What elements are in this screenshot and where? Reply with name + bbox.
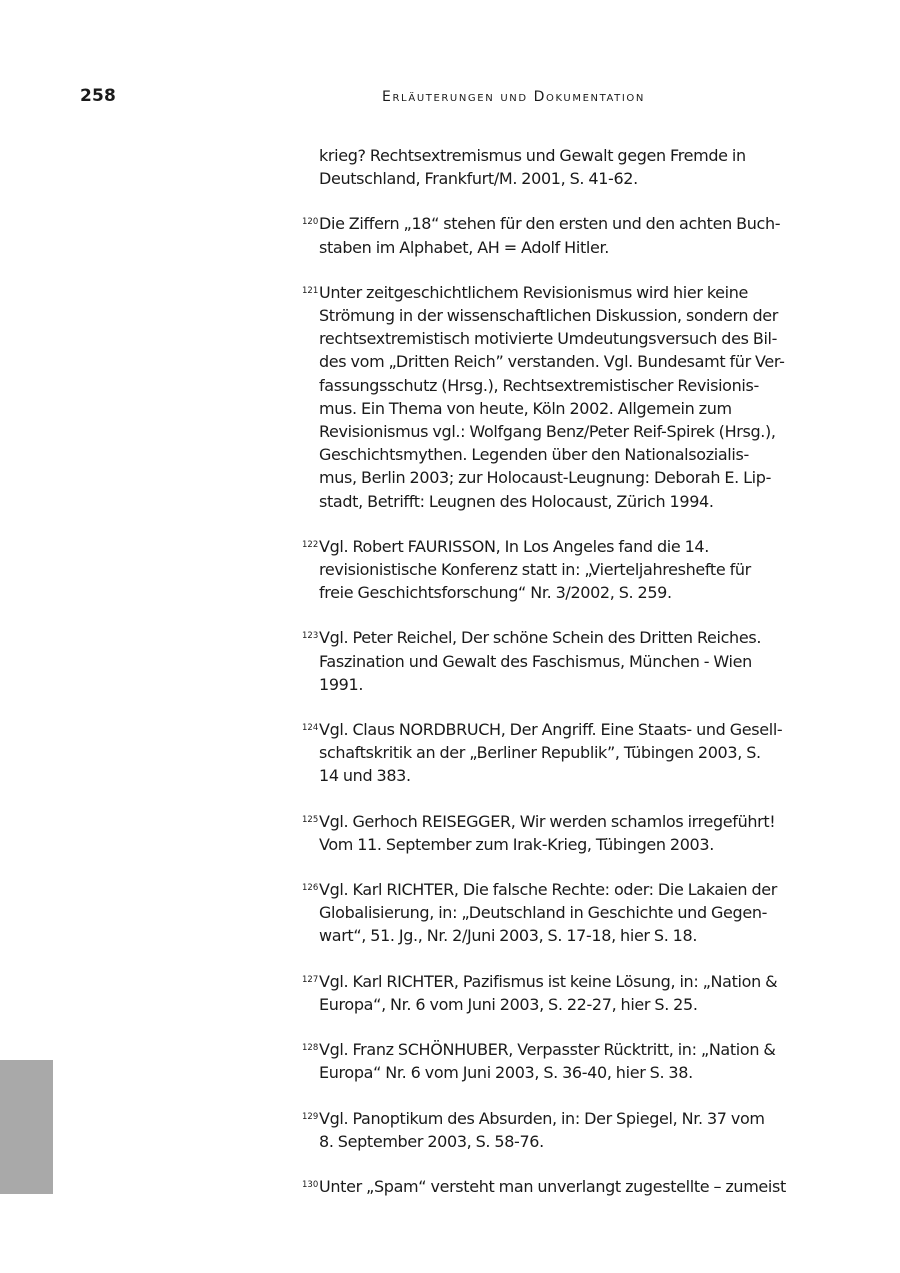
footnote <box>302 1107 824 1153</box>
footnote <box>302 878 824 948</box>
thumb-index-tab <box>0 1060 53 1194</box>
footnote-line: Europa“ Nr. 6 vom Juni 2003, S. 36-40, hier S. 38. <box>319 1063 693 1083</box>
footnote-line: fassungsschutz (Hrsg.), Rechtsextremistischer Revisionis- <box>319 375 759 395</box>
footnote-line: Deutschland, Frankfurt/M. 2001, S. 41-62. <box>319 169 638 189</box>
page-number: 258 <box>80 86 117 106</box>
footnote-number: 124 <box>302 723 319 734</box>
footnote-line: Vgl. Robert FAURISSON, In Los Angeles fand die 14. <box>319 536 710 556</box>
footnote-number: 129 <box>302 1111 319 1122</box>
footnote-line: staben im Alphabet, AH = Adolf Hitler. <box>319 237 609 257</box>
footnote-line: Unter zeitgeschichtlichem Revisionismus wird hier keine <box>319 282 749 302</box>
footnote-line: stadt, Betrifft: Leugnen des Holocaust, Zürich 1994. <box>319 491 714 511</box>
footnote-line: Vgl. Franz SCHÖNHUBER, Verpasster Rücktritt, in: „Nation & <box>319 1040 776 1060</box>
footnote-line: Vgl. Panoptikum des Absurden, in: Der Spiegel, Nr. 37 vom <box>319 1108 765 1128</box>
footnote-line: 8. September 2003, S. 58-76. <box>319 1131 544 1151</box>
footnote-line: Globalisierung, in: „Deutschland in Geschichte und Gegen- <box>319 903 768 923</box>
footnote-line: Unter „Spam“ versteht man unverlangt zugestellte – zumeist <box>319 1176 786 1196</box>
footnote-line: Europa“, Nr. 6 vom Juni 2003, S. 22-27, hier S. 25. <box>319 994 698 1014</box>
footnote-number: 128 <box>302 1043 319 1054</box>
footnote-number: 126 <box>302 883 319 894</box>
footnote <box>302 718 824 788</box>
footnote-line: wart“, 51. Jg., Nr. 2/Juni 2003, S. 17-18, hier S. 18. <box>319 926 698 946</box>
footnote-line: 14 und 383. <box>319 766 411 786</box>
footnote-line: Geschichtsmythen. Legenden über den Nationalsozialis- <box>319 445 749 465</box>
footnote <box>302 212 824 258</box>
footnote-number: 121 <box>302 285 319 296</box>
footnote-line: des vom „Dritten Reich” verstanden. Vgl. Bundesamt für Ver- <box>319 352 785 372</box>
footnote-number: 127 <box>302 974 319 985</box>
footnote-line: revisionistische Konferenz statt in: „Vierteljahreshefte für <box>319 560 751 580</box>
footnote-number: 120 <box>302 217 319 228</box>
footnote-line: krieg? Rechtsextremismus und Gewalt gegen Fremde in <box>319 146 746 165</box>
footnote <box>302 1038 824 1084</box>
footnote-line: Faszination und Gewalt des Faschismus, München - Wien <box>319 651 752 671</box>
footnote-number: 123 <box>302 631 319 642</box>
footnote-line: Die Ziffern „18“ stehen für den ersten und den achten Buch- <box>319 214 781 234</box>
footnote-line: Vom 11. September zum Irak-Krieg, Tübingen 2003. <box>319 834 714 854</box>
running-header: Erläuterungen und Dokumentation <box>382 89 645 105</box>
footnote <box>302 281 824 513</box>
footnote-line: Strömung in der wissenschaftlichen Diskussion, sondern der <box>319 306 778 326</box>
footnote-number: 130 <box>302 1179 319 1190</box>
footnote-line: Vgl. Gerhoch REISEGGER, Wir werden schamlos irregeführt! <box>319 811 776 831</box>
footnote-line: mus, Berlin 2003; zur Holocaust-Leugnung: Deborah E. Lip- <box>319 468 771 488</box>
footnote <box>302 810 824 856</box>
footnote-line: Vgl. Karl RICHTER, Die falsche Rechte: oder: Die Lakaien der <box>319 880 777 900</box>
footnote-number: 125 <box>302 814 319 825</box>
footnote <box>302 1175 824 1198</box>
footnote-line: Vgl. Karl RICHTER, Pazifismus ist keine Lösung, in: „Nation & <box>319 971 778 991</box>
footnote-line: Vgl. Claus NORDBRUCH, Der Angriff. Eine Staats- und Gesell- <box>319 720 783 740</box>
footnote <box>302 535 824 605</box>
footnote-line: rechtsextremistisch motivierte Umdeutungsversuch des Bil- <box>319 329 778 349</box>
footnote-line: Vgl. Peter Reichel, Der schöne Schein des Dritten Reiches. <box>319 628 762 648</box>
footnote-continuation <box>302 144 824 190</box>
footnote-line: mus. Ein Thema von heute, Köln 2002. Allgemein zum <box>319 398 732 418</box>
footnote-number: 122 <box>302 539 319 550</box>
footnote-line: 1991. <box>319 674 364 694</box>
footnote-line: Revisionismus vgl.: Wolfgang Benz/Peter Reif-Spirek (Hrsg.), <box>319 422 776 442</box>
footnotes-list <box>302 144 824 1220</box>
footnote-line: schaftskritik an der „Berliner Republik”, Tübingen 2003, S. <box>319 743 761 763</box>
footnote-line: freie Geschichtsforschung“ Nr. 3/2002, S. 259. <box>319 583 672 603</box>
footnote <box>302 626 824 696</box>
footnote <box>302 970 824 1016</box>
